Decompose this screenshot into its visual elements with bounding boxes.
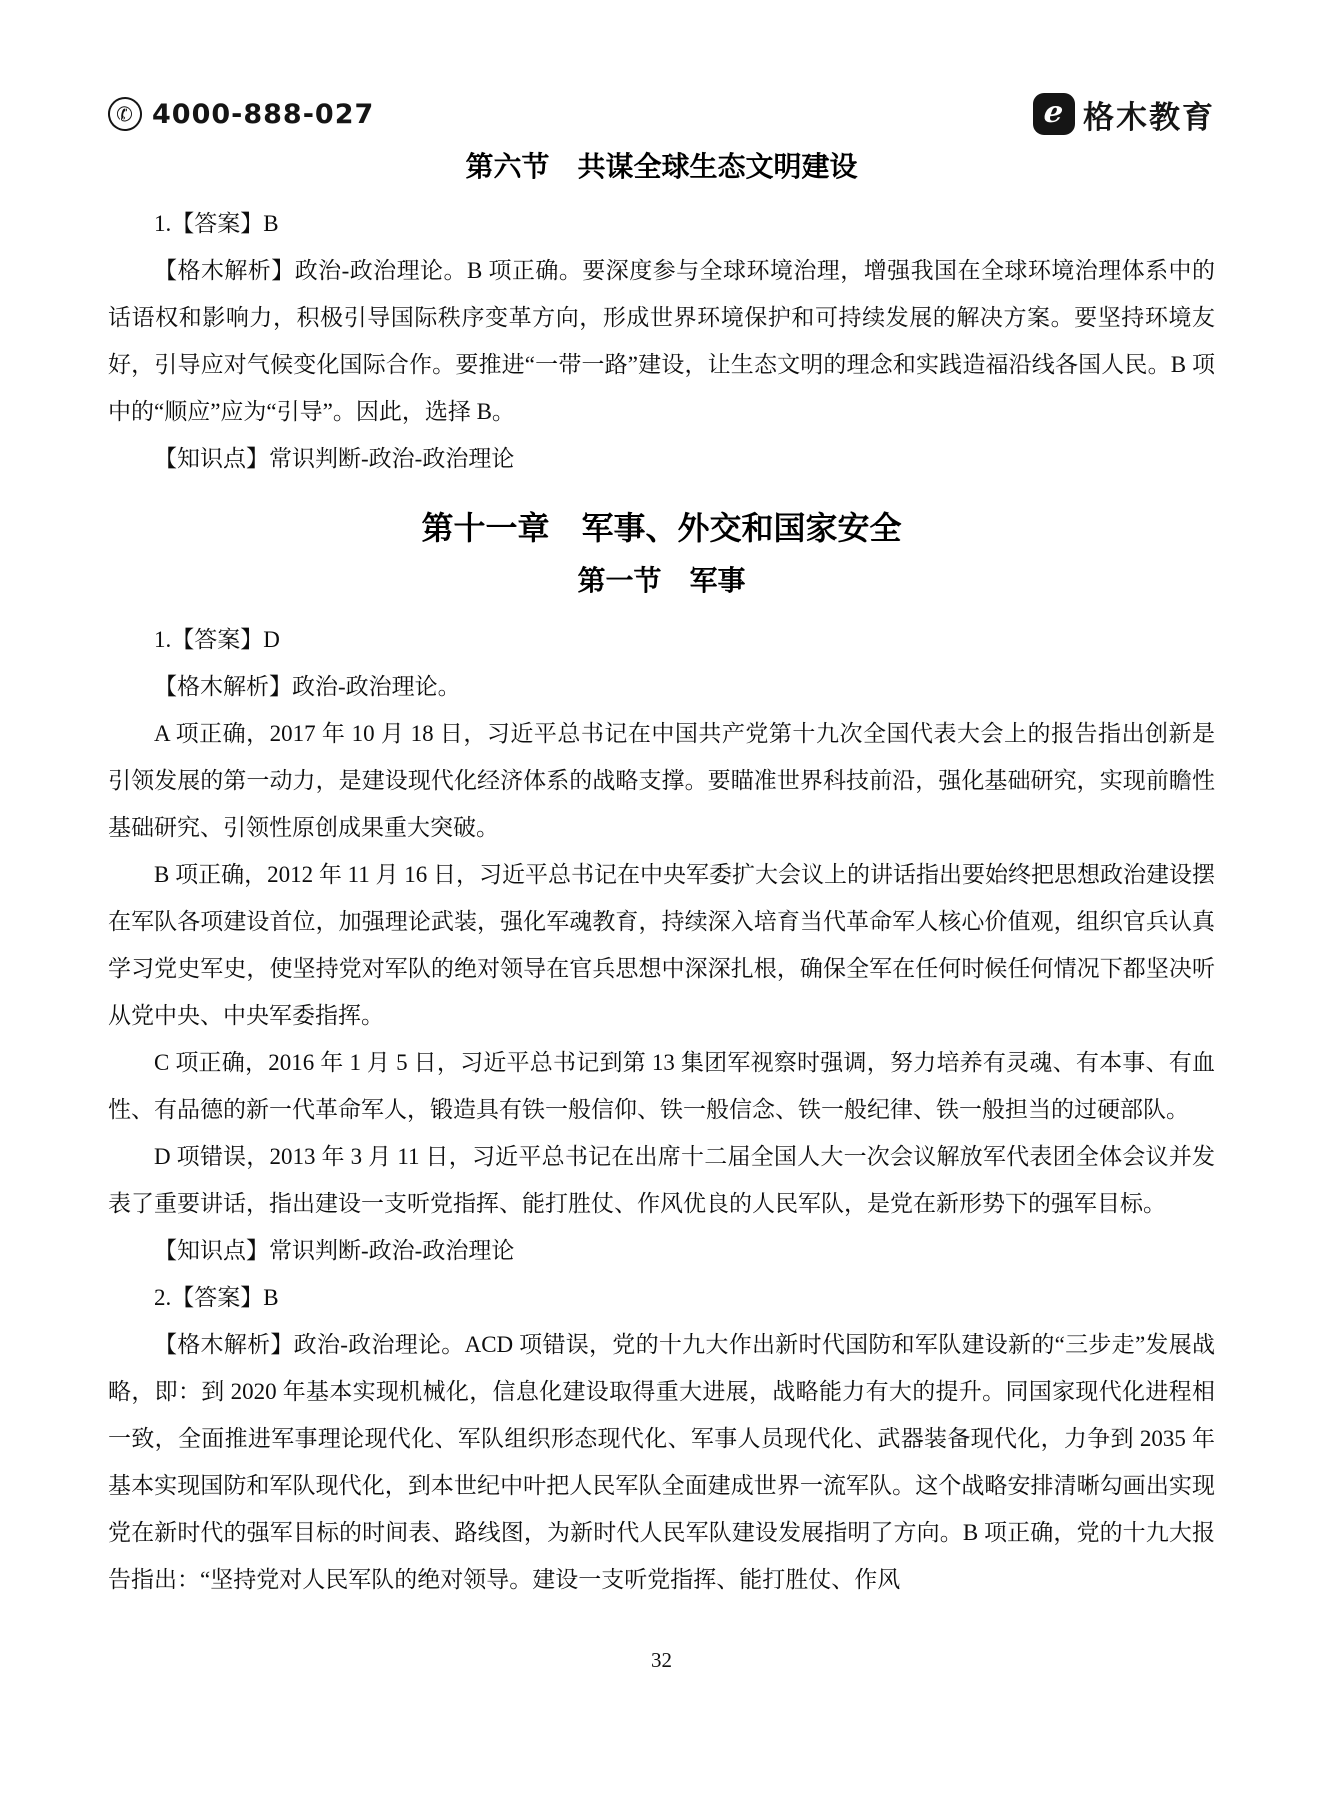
chapter11-title: 第十一章 军事、外交和国家安全 bbox=[421, 510, 902, 547]
analysis-2: 【格木解析】政治-政治理论。ACD 项错误，党的十九大作出新时代国防和军队建设新的“三步走”发展战略，即：到 2020 年基本实现机械化，信息化建设取得重大进展，战略能力有大的提升。同国家现代化进程相一致，全面推进军事理论现代化、军队组织形态现代化、军事人员现代化、武器装备现代化，力争到 2035 年基本实现国防和军队现代化，到本世纪中叶把人民军队全面建成世界一流军队。这个战略安排清晰勾画出实现党在新时代的强军目标的时间表、路线图，为新时代人民军队建设发展指明了方向。B 项正确，党的十九大报告指出：“坚持党对人民军队的绝对领导。建设一支听党指挥、能打胜仗、作风 bbox=[108, 1332, 1215, 1593]
knowledge-point-1: 【知识点】常识判断-政治-政治理论 bbox=[154, 1238, 515, 1264]
analysis-1-section6: 【格木解析】政治-政治理论。B 项正确。要深度参与全球环境治理，增强我国在全球环境治理体系中的话语权和影响力，积极引导国际秩序变革方向，形成世界环境保护和可持续发展的解决方案。要坚持环境友好，引导应对气候变化国际合作。要推进“一带一路”建设，让生态文明的理念和实践造福沿线各国人民。B 项中的“顺应”应为“引导”。因此，选择 B。 bbox=[108, 258, 1215, 425]
brand-logo-e-glyph: e bbox=[1042, 95, 1066, 130]
analysis-1: 【格木解析】政治-政治理论。 bbox=[154, 674, 461, 700]
option-b-explanation: B 项正确，2012 年 11 月 16 日，习近平总书记在中央军委扩大会议上的讲话指出要始终把思想政治建设摆在军队各项建设首位，加强理论武装，强化军魂教育，持续深入培育当代革命军人核心价值观，组织官兵认真学习党史军史，使坚持党对军队的绝对领导在官兵思想中深深扎根，确保全军在任何时候任何情况下都坚决听从党中央、中央军委指挥。 bbox=[108, 862, 1215, 1029]
answer-2: 2.【答案】B bbox=[154, 1285, 279, 1311]
brand-logo-icon bbox=[1033, 93, 1075, 135]
phone-icon: ✆ bbox=[105, 94, 144, 133]
section6-title: 第六节 共谋全球生态文明建设 bbox=[465, 152, 858, 183]
brand-name: 格木教育 bbox=[1083, 99, 1215, 136]
page-number: 32 bbox=[651, 1648, 672, 1672]
phone-number: 4000-888-027 bbox=[152, 98, 375, 130]
contact-phone bbox=[108, 97, 374, 131]
page-content bbox=[108, 88, 1215, 1603]
answer-1: 1.【答案】D bbox=[154, 627, 280, 653]
option-c-explanation: C 项正确，2016 年 1 月 5 日，习近平总书记到第 13 集团军视察时强调，努力培养有灵魂、有本事、有血性、有品德的新一代革命军人，锻造具有铁一般信仰、铁一般信念、铁一般纪律、铁一般担当的过硬部队。 bbox=[108, 1050, 1215, 1123]
chapter11-section1-title: 第一节 军事 bbox=[577, 565, 746, 597]
option-d-explanation: D 项错误，2013 年 3 月 11 日，习近平总书记在出席十二届全国人大一次会议解放军代表团全体会议并发表了重要讲话，指出建设一支听党指挥、能打胜仗、作风优良的人民军队，是党在新形势下的强军目标。 bbox=[108, 1144, 1215, 1217]
option-a-explanation: A 项正确，2017 年 10 月 18 日，习近平总书记在中国共产党第十九次全国代表大会上的报告指出创新是引领发展的第一动力，是建设现代化经济体系的战略支撑。要瞄准世界科技前沿，强化基础研究，实现前瞻性基础研究、引领性原创成果重大突破。 bbox=[108, 721, 1215, 841]
page-header bbox=[108, 88, 1215, 140]
answer-1-section6: 1.【答案】B bbox=[154, 211, 279, 237]
brand-logo bbox=[1033, 92, 1215, 137]
knowledge-point-section6: 【知识点】常识判断-政治-政治理论 bbox=[154, 446, 515, 472]
